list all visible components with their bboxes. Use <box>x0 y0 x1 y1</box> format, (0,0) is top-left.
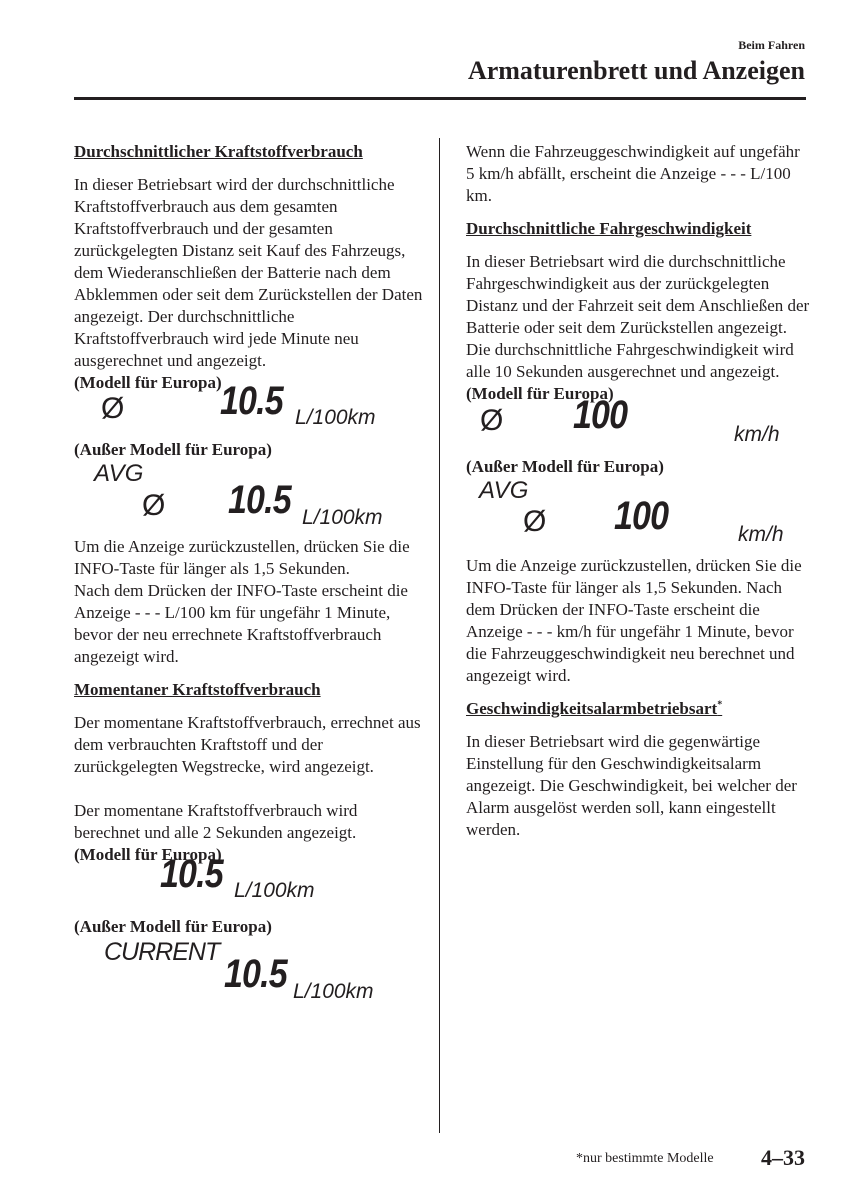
display-unit: km/h <box>738 523 784 546</box>
heading-current-fuel-consumption: Momentaner Kraftstoffverbrauch <box>74 680 321 699</box>
paragraph: Um die Anzeige zurückzustellen, drücken Sie die INFO-Taste für länger als 1,5 Sekunden. <box>74 537 410 578</box>
model-label: (Außer Modell für Europa) <box>74 440 272 459</box>
section-label: Beim Fahren <box>738 38 805 52</box>
heading-avg-speed: Durchschnittliche Fahrgeschwindigkeit <box>466 219 752 238</box>
avg-symbol-icon: Ø <box>523 505 547 538</box>
display-value: 100 <box>573 393 628 437</box>
model-label: (Modell für Europa) <box>74 373 222 392</box>
heading-avg-fuel-consumption: Durchschnittlicher Kraftstoffverbrauch <box>74 142 363 161</box>
display-avg-speed-other <box>466 478 811 555</box>
display-label-avg: AVG <box>94 460 144 487</box>
model-label: (Modell für Europa) <box>74 845 222 864</box>
display-avg-fuel-other <box>74 461 424 536</box>
display-label-avg: AVG <box>479 477 529 504</box>
page-title: Armaturenbrett und Anzeigen <box>467 56 805 85</box>
header-rule <box>74 97 806 100</box>
footnote: *nur bestimmte Modelle <box>576 1151 714 1166</box>
avg-symbol-icon: Ø <box>101 392 125 425</box>
footnote-mark: * <box>717 699 723 711</box>
paragraph: In dieser Betriebsart wird die gegenwärtige Einstellung für den Geschwindigkeitsalarm angezeigt. Die Geschwindigkeit, bei welcher der Alarm ausgelöst werden soll, kann eingestellt werden. <box>466 732 797 839</box>
display-unit: L/100km <box>302 506 383 529</box>
paragraph: In dieser Betriebsart wird der durchschnittliche Kraftstoffverbrauch aus dem gesamten Kraftstoffverbrauch und der gesamten zurückgelegten Distanz seit Kauf des Fahrzeugs, dem Wiederanschließen der Batterie nach dem Abklemmen oder seit dem Zurückstellen der Daten angezeigt. Der durchschnittliche Kraftstoffverbrauch wird jede Minute neu ausgerechnet und angezeigt. <box>74 175 423 370</box>
display-unit: L/100km <box>295 406 376 429</box>
paragraph: Der momentane Kraftstoffverbrauch, errechnet aus dem verbrauchten Kraftstoff und der zurückgelegten Wegstrecke, wird angezeigt. <box>74 713 421 776</box>
model-label: (Außer Modell für Europa) <box>74 917 272 936</box>
display-value: 100 <box>614 494 669 538</box>
heading-text: Geschwindigkeitsalarmbetriebsart <box>466 699 718 718</box>
paragraph: Der momentane Kraftstoffverbrauch wird berechnet und alle 2 Sekunden angezeigt. <box>74 801 358 842</box>
display-value: 10.5 <box>160 852 223 896</box>
heading-speed-alarm <box>466 698 811 720</box>
display-value: 10.5 <box>220 379 283 423</box>
avg-symbol-icon: Ø <box>142 489 166 522</box>
display-unit: L/100km <box>293 980 374 1003</box>
column-divider <box>439 138 440 1133</box>
model-label: (Außer Modell für Europa) <box>466 457 664 476</box>
display-current-fuel-other <box>74 938 424 1013</box>
paragraph: Nach dem Drücken der INFO-Taste erscheint die Anzeige - - - L/100 km für ungefähr 1 Minute, bevor der neu errechnete Kraftstoffverbrauch angezeigt wird. <box>74 581 408 666</box>
display-unit: km/h <box>734 423 780 446</box>
display-label-current: CURRENT <box>104 938 220 966</box>
paragraph: Um die Anzeige zurückzustellen, drücken Sie die INFO-Taste für länger als 1,5 Sekunden. Nach dem Drücken der INFO-Taste erscheint die Anzeige - - - km/h für ungefähr 1 Minute, bevor die Fahrzeuggeschwindigkeit neu berechnet und angezeigt wird. <box>466 556 802 685</box>
left-column <box>74 141 424 1013</box>
paragraph: In dieser Betriebsart wird die durchschnittliche Fahrgeschwindigkeit aus der zurückgelegten Distanz und der Fahrzeit seit dem Anschließen der Batterie oder seit dem Zurückstellen angezeigt. Die durchschnittliche Fahrgeschwindigkeit wird alle 10 Sekunden ausgerechnet und angezeigt. <box>466 252 810 381</box>
right-column <box>466 141 811 841</box>
page-number: 4–33 <box>761 1145 805 1170</box>
avg-symbol-icon: Ø <box>480 404 504 437</box>
paragraph: Wenn die Fahrzeuggeschwindigkeit auf ungefähr 5 km/h abfällt, erscheint die Anzeige - - - L/100 km. <box>466 142 800 205</box>
display-value: 10.5 <box>224 952 287 996</box>
display-unit: L/100km <box>234 879 315 902</box>
model-label: (Modell für Europa) <box>466 384 614 403</box>
display-value: 10.5 <box>228 478 291 522</box>
